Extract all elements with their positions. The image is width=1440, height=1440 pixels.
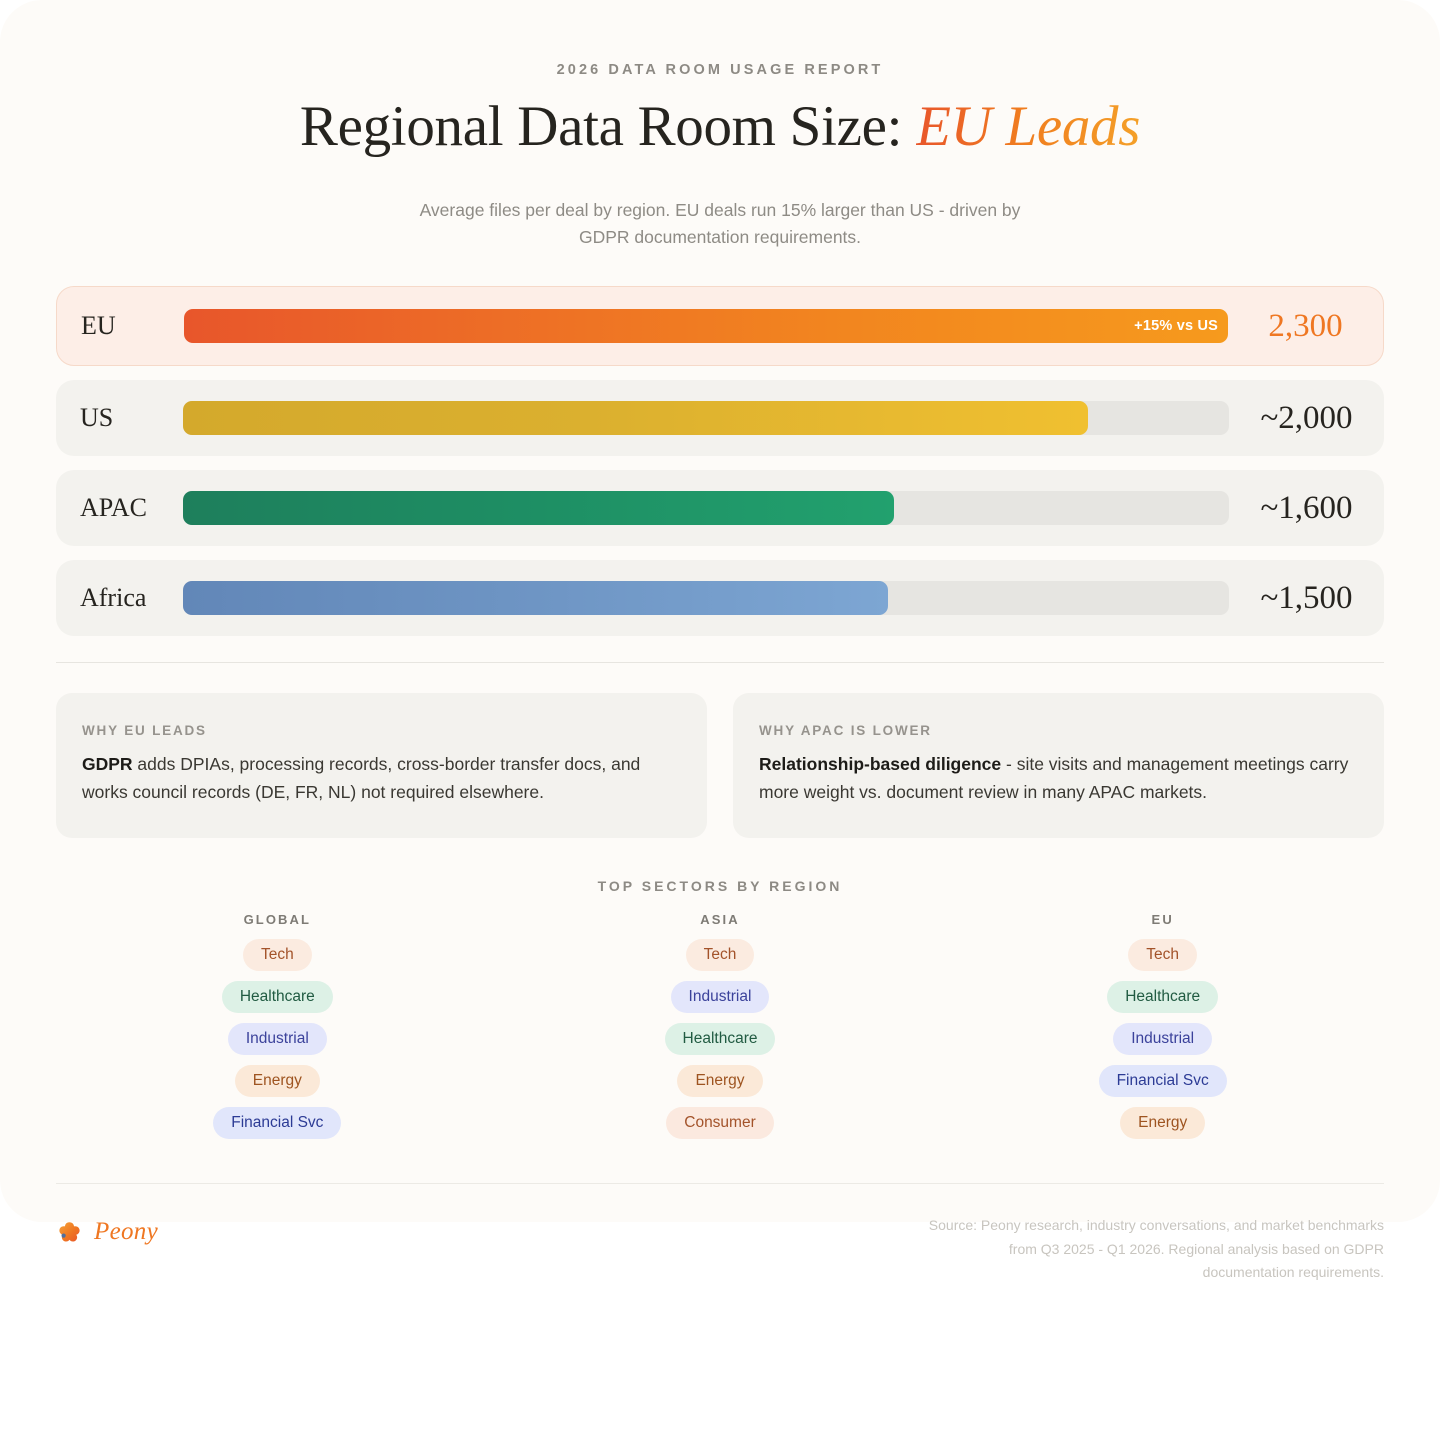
note-card — [56, 693, 707, 838]
sector-chip: Industrial — [671, 981, 770, 1013]
bar-chart — [56, 286, 1384, 636]
bar-track — [183, 581, 1229, 615]
bar-value: ~2,000 — [1260, 399, 1353, 436]
sector-column — [499, 912, 942, 1149]
title-accent: EU Leads — [916, 95, 1141, 158]
notes-section — [56, 693, 1384, 838]
sector-chip: Energy — [1120, 1107, 1205, 1139]
note-kicker: WHY APAC IS LOWER — [759, 723, 932, 739]
note-rest: adds DPIAs, processing records, cross-border transfer docs, and works council records (DE, FR, NL) not required elsewhere. — [82, 754, 641, 802]
sector-chip: Healthcare — [222, 981, 333, 1013]
sectors-grid — [56, 912, 1384, 1149]
note-card — [733, 693, 1384, 838]
title-main: Regional Data Room Size: — [299, 95, 903, 158]
sector-chip: Tech — [686, 939, 755, 971]
sector-chip: Financial Svc — [213, 1107, 341, 1139]
sector-chip: Consumer — [666, 1107, 774, 1139]
bar-value: 2,300 — [1268, 307, 1343, 344]
sector-column — [941, 912, 1384, 1149]
bar-row-label: EU — [81, 311, 116, 341]
sector-chip: Industrial — [1113, 1023, 1212, 1055]
footer — [56, 1183, 1384, 1284]
bar-row — [56, 560, 1384, 636]
sector-chip: Industrial — [228, 1023, 327, 1055]
bar-row — [56, 286, 1384, 366]
sector-column-title: GLOBAL — [243, 912, 312, 928]
bar-row — [56, 380, 1384, 456]
sector-chip: Tech — [1128, 939, 1197, 971]
brand-name: Peony — [94, 1218, 158, 1246]
peony-flower-logo-icon — [56, 1219, 83, 1246]
bar-value: ~1,500 — [1260, 579, 1353, 616]
sector-chip: Tech — [243, 939, 312, 971]
bar-row — [56, 470, 1384, 546]
bar-track — [184, 309, 1228, 343]
sector-chip: Healthcare — [665, 1023, 776, 1055]
brand — [56, 1206, 158, 1246]
bar-fill — [183, 401, 1088, 435]
eyebrow-label: 2026 DATA ROOM USAGE REPORT — [556, 62, 884, 78]
bar-row-label: Africa — [80, 583, 147, 613]
bar-track — [183, 491, 1229, 525]
sector-chip: Healthcare — [1107, 981, 1218, 1013]
sector-column — [56, 912, 499, 1149]
note-lead: GDPR — [82, 754, 133, 775]
sector-chip: Energy — [677, 1065, 762, 1097]
bar-row-label: APAC — [80, 493, 147, 523]
note-body — [759, 751, 1358, 806]
sector-chip: Energy — [235, 1065, 320, 1097]
source-note: Source: Peony research, industry conversations, and market benchmarks from Q3 2025 - Q1 2026. Regional analysis based on GDPR documentation requirements. — [928, 1217, 1384, 1280]
bar-row-label: US — [80, 403, 114, 433]
note-lead: Relationship-based diligence — [759, 754, 1002, 775]
bar-value: ~1,600 — [1260, 489, 1353, 526]
bar-fill — [184, 309, 1228, 343]
note-body — [82, 751, 681, 806]
sector-chip: Financial Svc — [1099, 1065, 1227, 1097]
bar-track — [183, 401, 1229, 435]
page-title — [0, 95, 1440, 159]
sector-column-title: ASIA — [700, 912, 740, 928]
bar-fill — [183, 491, 894, 525]
sectors-heading: TOP SECTORS BY REGION — [597, 878, 843, 895]
note-kicker: WHY EU LEADS — [82, 723, 207, 739]
section-divider-top — [56, 662, 1384, 663]
bar-badge: +15% vs US — [1134, 318, 1218, 335]
bar-fill — [183, 581, 888, 615]
sector-column-title: EU — [1151, 912, 1174, 928]
page-subtitle: Average files per deal by region. EU deals run 15% larger than US - driven by GDPR documentation requirements. — [419, 200, 1021, 247]
note-rest: - site visits and management meetings carry more weight vs. document review in many APAC markets. — [759, 754, 1349, 802]
